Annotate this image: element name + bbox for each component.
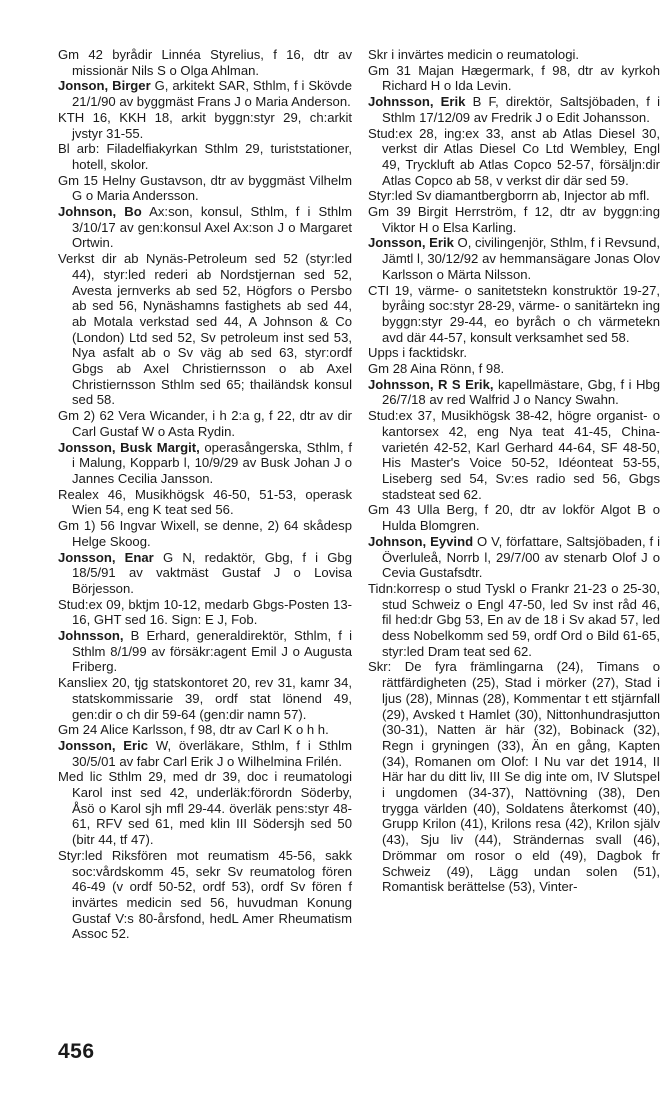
entry-name: Jonson, Birger <box>58 78 151 94</box>
entry-name: Jonsson, Eric <box>58 737 149 753</box>
entry-text: kapellmästare, Gbg, f i Hbg 26/7/18 av red Walfrid J o Nancy Swahn. <box>382 376 660 408</box>
entry-paragraph <box>58 597 352 628</box>
entry-text: Upps i facktidskr. <box>368 345 467 361</box>
entry-text: Med lic Sthlm 29, med dr 39, doc i reumatologi Karol inst sed 42, underläk:förordn Söderby, Åsö o Karol sjh mfl 29-44. överläk pens:styr 48-61, RFV sed 61, med klin III Södersjh sed 50 (bitr 44, tf 47). <box>58 769 352 848</box>
entry-paragraph <box>58 848 352 942</box>
biography-entry <box>368 377 660 408</box>
biography-entry <box>58 738 352 769</box>
entry-paragraph <box>58 722 352 738</box>
entry-name: Johnsson, <box>58 628 124 644</box>
entry-paragraph <box>368 502 660 533</box>
entry-paragraph <box>368 361 660 377</box>
entry-text: Gm 15 Helny Gustavson, dtr av byggmäst Vilhelm G o Maria Andersson. <box>58 172 352 204</box>
entry-text: Gm 24 Alice Karlsson, f 98, dtr av Carl K o h h. <box>58 722 329 738</box>
entry-text: Gm 39 Birgit Herrström, f 12, dtr av byggn:ing Viktor H o Elsa Karling. <box>368 204 660 235</box>
entry-paragraph <box>58 408 352 439</box>
page-number: 456 <box>58 1040 95 1063</box>
entry-text: Gm 42 byrådir Linnéa Styrelius, f 16, dtr av missionär Nils S o Olga Ahlman. <box>58 47 352 78</box>
entry-text: Skr i invärtes medicin o reumatologi. <box>368 47 580 62</box>
entry-text: KTH 16, KKH 18, arkit byggn:styr 29, ch:arkit jvstyr 31-55. <box>58 109 352 141</box>
entry-text: Tidn:korresp o stud Tyskl o Frankr 21-23 o 25-30, stud Schweiz o Engl 47-50, led Sv inst råd 46, fil hed:dr Gbg 53, En av de 18 i Sv akad 57, led dess Nobelkomm sed 59, ordf Ord o Bild 61-65, styr:led Dram teat sed 62. <box>368 580 660 659</box>
left-column <box>58 47 352 942</box>
entry-paragraph <box>368 188 660 204</box>
entry-name: Johnsson, Erik <box>368 94 466 110</box>
entry-paragraph <box>58 518 352 549</box>
entry-paragraph <box>368 659 660 895</box>
entry-paragraph <box>58 251 352 408</box>
entry-text: G, arkitekt SAR, Sthlm, f i Skövde 21/1/90 av byggmäst Frans J o Maria Anderson. <box>72 78 352 110</box>
entry-text: Verkst dir ab Nynäs-Petroleum sed 52 (styr:led 44), styr:led rederi ab Nordstjernan sed 52, Avesta jernverks ab sed 52, Högfors o Persbo ab sed 56, Nynäshamns fastighets ab sed 44, ab Motala verkstad sed 44, A Johnson & Co (London) Ltd sed 52, Sv petroleum inst sed 53, Nya asfalt ab o Sv väg ab sed 63, styr:ordf Gbgs ab Axel Christiernsson o ab Axel Christiernsson Sthlm sed 65; thailändsk konsul sed 58. <box>58 251 352 408</box>
entry-paragraph <box>368 126 660 189</box>
biography-entry <box>58 204 352 251</box>
entry-paragraph <box>58 487 352 518</box>
entry-text: Gm 31 Majan Hægermark, f 98, dtr av kyrkoh Richard H o Ida Levin. <box>368 62 660 94</box>
entry-text: Bl arb: Filadelfiakyrkan Sthlm 29, turiststationer, hotell, skolor. <box>58 141 352 172</box>
biography-entry <box>58 440 352 487</box>
entry-text: O V, författare, Saltsjöbaden, f i Överluleå, Norrb l, 29/7/00 av stenarb Olof J o Cevia Gustafsdtr. <box>382 533 661 581</box>
entry-text: G N, redaktör, Gbg, f i Gbg 18/5/91 av vaktmäst Gustaf J o Lovisa Börjesson. <box>72 549 352 596</box>
entry-paragraph <box>368 204 660 235</box>
right-column <box>368 47 660 895</box>
entry-text: Kansliex 20, tjg statskontoret 20, rev 31, kamr 34, statskommissarie 39, ordf stat lönend 49, gen:dir o ch dir 59-64 (gen:dir namn 57). <box>58 675 352 722</box>
entry-paragraph <box>368 345 660 361</box>
entry-text: CTI 19, värme- o sanitetstekn konstruktör 19-27, byråing soc:styr 28-29, värme- o sanitärtekn ing byggn:styr 29-44, eo byråch o ch värmetekn avd där 44-57, konsult verksamhet sed 58. <box>368 282 660 345</box>
entry-text: O, civilingenjör, Sthlm, f i Revsund, Jämtl l, 30/12/92 av hemmansägare Jonas Olov Karlsson o Märta Nilsson. <box>382 235 660 282</box>
entry-paragraph <box>58 110 352 141</box>
entry-paragraph <box>368 408 660 502</box>
entry-paragraph <box>58 47 352 78</box>
entry-text: Gm 2) 62 Vera Wicander, i h 2:a g, f 22, dtr av dir Carl Gustaf W o Asta Rydin. <box>58 408 352 439</box>
entry-text: Styr:led Riksfören mot reumatism 45-56, sakk soc:vårdskomm 45, sekr Sv reumatolog fören 46-49 (v ordf 50-52, ordf 53), ordf Sv fören f invärtes medicin sed 56, huvudman Konung Gustaf V:s 80-årsfond, hedL Amer Rheumatism Assoc 52. <box>58 847 352 942</box>
entry-name: Jonsson, Erik <box>368 235 454 251</box>
biography-entry <box>58 628 352 675</box>
biography-entry <box>58 78 352 109</box>
entry-paragraph <box>368 47 660 63</box>
entry-text: B F, direktör, Saltsjöbaden, f i Sthlm 17/12/09 av Fredrik J o Edit Johansson. <box>382 94 660 125</box>
entry-paragraph <box>58 675 352 722</box>
entry-paragraph <box>58 769 352 848</box>
entry-text: W, överläkare, Sthlm, f i Sthlm 30/5/01 av fabr Carl Erik J o Wilhelmina Frilén. <box>72 737 352 769</box>
biography-entry <box>368 235 660 282</box>
entry-text: Stud:ex 28, ing:ex 33, anst ab Atlas Diesel 30, verkst dir Atlas Diesel Co Ltd Wembley, Engl 49, Tryckluft ab Atlas Copco 52-57, försäljn:dir Atlas Copco ab 58, v verkst dir där sed 59. <box>368 125 660 188</box>
entry-paragraph <box>58 173 352 204</box>
entry-text: Stud:ex 09, bktjm 10-12, medarb Gbgs-Posten 13-16, GHT sed 16. Sign: E J, Fob. <box>58 596 352 628</box>
entry-text: Gm 28 Aina Rönn, f 98. <box>368 361 505 377</box>
biography-entry <box>58 550 352 597</box>
entry-text: Skr: De fyra främlingarna (24), Timans o rättfärdigheten (25), Stad i mörker (27), Stad i ljus (28), Minnas (28), Kommentar t ett stjärnfall (29), Avsked t Hamlet (30), Nittonhundrasjutton (30-31), Natten är här (32), Bobinack (32), Regn i gryningen (33), Än en gång, Kapten (34), Romanen om Olof: I Nu var det 1914, II Här har du ditt liv, III Se dig inte om, IV Slutspel i ungdomen (34-37), Nattövning (38), Den trygga världen (40), Soldatens återkomst (40), Grupp Krilon (41), Krilons resa (42), Krilon själv (43), Sju liv (44), Strändernas svall (46), Drömmar om rosor o eld (49), Dagbok fr Schweiz (49), Lägg undan solen (51), Romantisk berättelse (53), Vinter- <box>368 659 660 895</box>
entry-paragraph <box>368 283 660 346</box>
entry-text: Gm 43 Ulla Berg, f 20, dtr av lokför Algot B o Hulda Blomgren. <box>368 502 660 534</box>
biography-entry <box>368 534 660 581</box>
entry-text: Stud:ex 37, Musikhögsk 38-42, högre organist- o kantorsex 42, eng Nya teat 41-45, China-varietén 42-52, Karl Gerhard 44-64, SF 48-50, His Master's Voice 50-52, Idéonteat 53-55, Liseberg sed 54, Sv:es radio sed 56, Gbgs stadsteat sed 62. <box>368 408 660 502</box>
entry-name: Johnsson, R S Erik, <box>368 376 494 392</box>
biography-entry <box>368 94 660 125</box>
entry-paragraph <box>368 581 660 660</box>
entry-text: Realex 46, Musikhögsk 46-50, 51-53, operask Wien 54, eng K teat sed 56. <box>58 486 352 518</box>
entry-name: Johnson, Eyvind <box>368 533 474 549</box>
entry-paragraph <box>58 141 352 172</box>
entry-paragraph <box>368 63 660 94</box>
entry-text: Ax:son, konsul, Sthlm, f i Sthlm 3/10/17 av gen:konsul Axel Ax:son J o Margaret Ortwin. <box>72 204 352 251</box>
entry-text: Styr:led Sv diamantbergborrn ab, Injector ab mfl. <box>368 188 650 204</box>
entry-text: Gm 1) 56 Ingvar Wixell, se denne, 2) 64 skådesp Helge Skoog. <box>58 518 352 549</box>
entry-name: Jonsson, Enar <box>58 549 154 565</box>
entry-text: B Erhard, generaldirektör, Sthlm, f i Sthlm 8/1/99 av försäkr:agent Emil J o Augusta Friberg. <box>72 628 352 675</box>
entry-name: Jonsson, Busk Margit, <box>58 439 200 455</box>
entry-name: Johnson, Bo <box>58 204 142 220</box>
entry-text: operasångerska, Sthlm, f i Malung, Kopparb l, 10/9/29 av Busk Johan J o Jannes Cecilia Jansson. <box>72 439 352 486</box>
